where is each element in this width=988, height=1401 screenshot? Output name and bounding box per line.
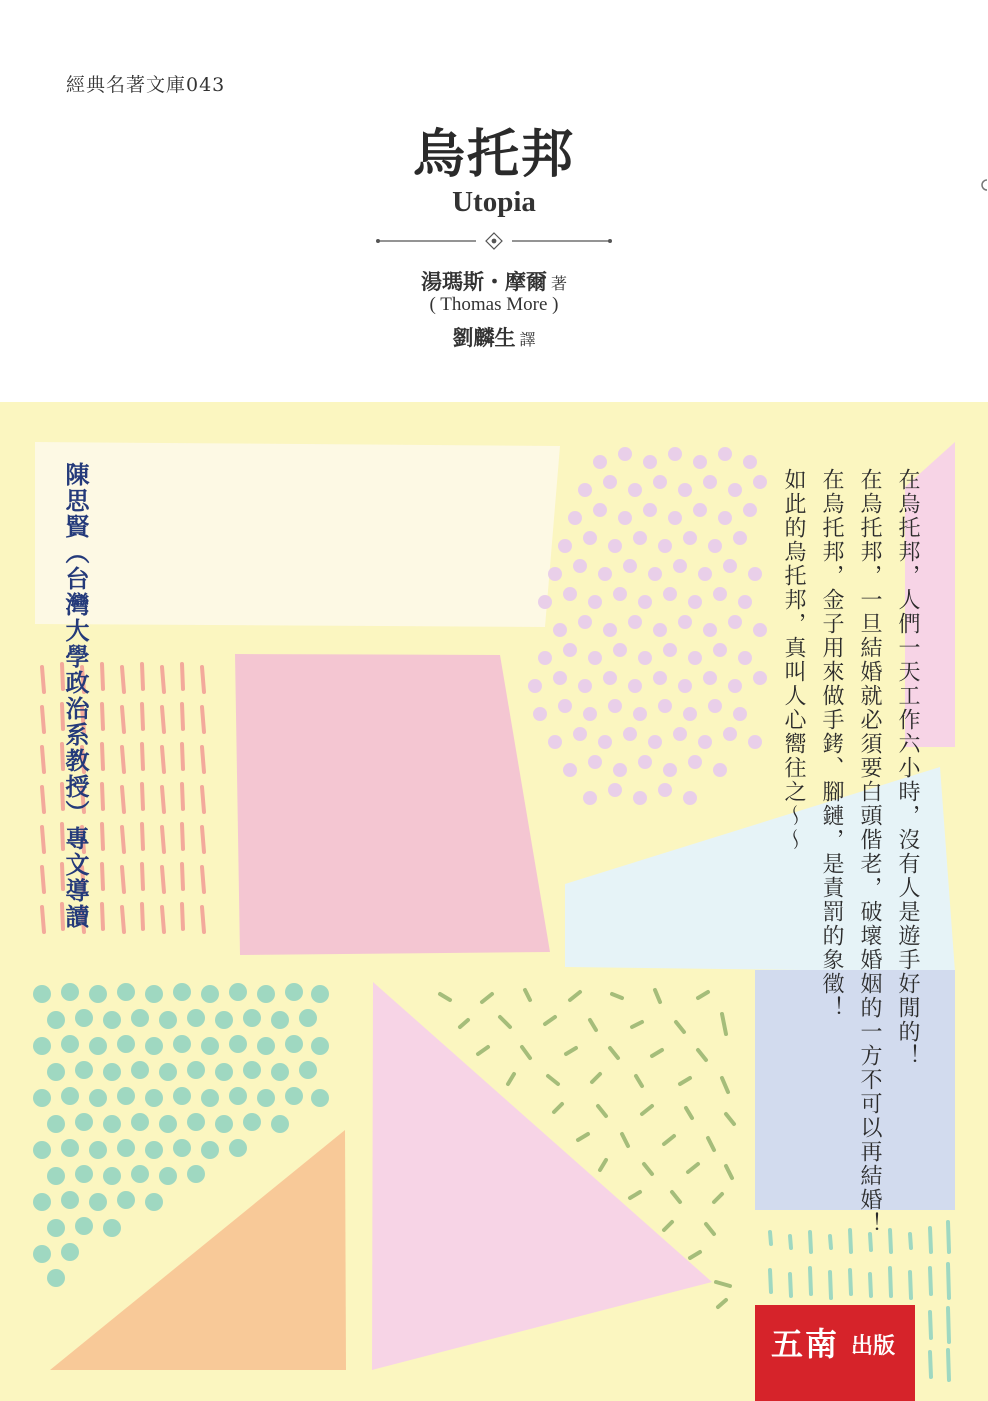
author-name: 湯瑪斯・摩爾 xyxy=(420,269,547,294)
book-title: 烏托邦 xyxy=(412,124,575,185)
author-line xyxy=(0,266,988,296)
pink-square xyxy=(235,654,550,955)
series-label: 經典名著文庫043 xyxy=(66,74,226,96)
edge-mark xyxy=(980,178,988,192)
author-english-name: ( Thomas More ) xyxy=(429,294,559,315)
author-role: 著 xyxy=(550,274,567,293)
translator-line xyxy=(0,322,988,352)
blurb-line-2: 在烏托邦，一旦結婚就必須要白頭偕老，破壞婚姻的一方不可以再結婚！ xyxy=(857,468,882,1236)
publisher-name: 五南 xyxy=(771,1325,840,1363)
title-divider-ornament xyxy=(376,232,612,250)
blurb-line-4: 如此的烏托邦，真叫人心嚮往之～～ xyxy=(781,468,806,852)
book-subtitle-english: Utopia xyxy=(452,186,536,218)
translator-name: 劉麟生 xyxy=(452,325,516,350)
publisher-logo xyxy=(755,1305,915,1401)
translator-role: 譯 xyxy=(519,330,536,349)
publisher-label: 出版 xyxy=(851,1334,896,1359)
blurb-line-3: 在烏托邦，金子用來做手銬、腳鏈，是責罰的象徵！ xyxy=(819,468,844,1020)
preface-note: 陳思賢（台灣大學政治系教授）專文導讀 xyxy=(61,462,90,930)
blurb-line-1: 在烏托邦，人們一天工作六小時，沒有人是遊手好閒的！ xyxy=(895,468,920,1068)
cream-panel xyxy=(35,442,560,627)
